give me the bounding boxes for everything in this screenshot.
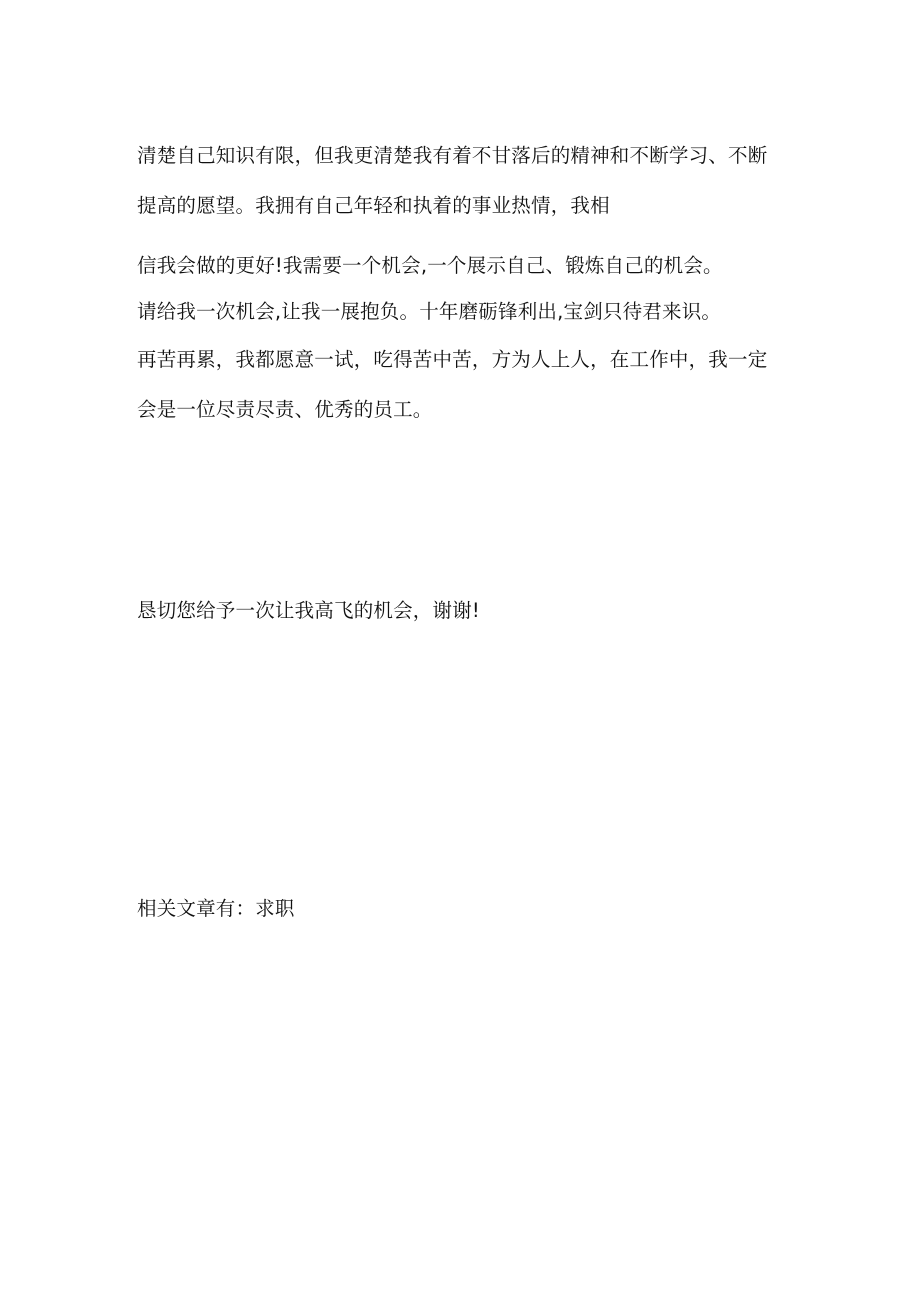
closing-text: 恳切您给予一次让我高飞的机会，谢谢! — [137, 599, 480, 622]
body-text-line: 提高的愿望。我拥有自己年轻和执着的事业热情，我相 — [137, 194, 610, 217]
body-text-line: 信我会做的更好!我需要一个机会,一个展示自己、锻炼自己的机会。 — [137, 254, 723, 277]
body-text-line: 请给我一次机会,让我一展抱负。十年磨砺锋利出,宝剑只待君来识。 — [137, 300, 722, 323]
related-articles-text: 相关文章有：求职 — [137, 897, 295, 920]
body-text-line: 会是一位尽责尽责、优秀的员工。 — [137, 398, 433, 421]
body-text-line: 再苦再累，我都愿意一试，吃得苦中苦，方为人上人，在工作中，我一定 — [137, 348, 768, 371]
body-text-line: 清楚自己知识有限，但我更清楚我有着不甘落后的精神和不断学习、不断 — [137, 144, 768, 167]
